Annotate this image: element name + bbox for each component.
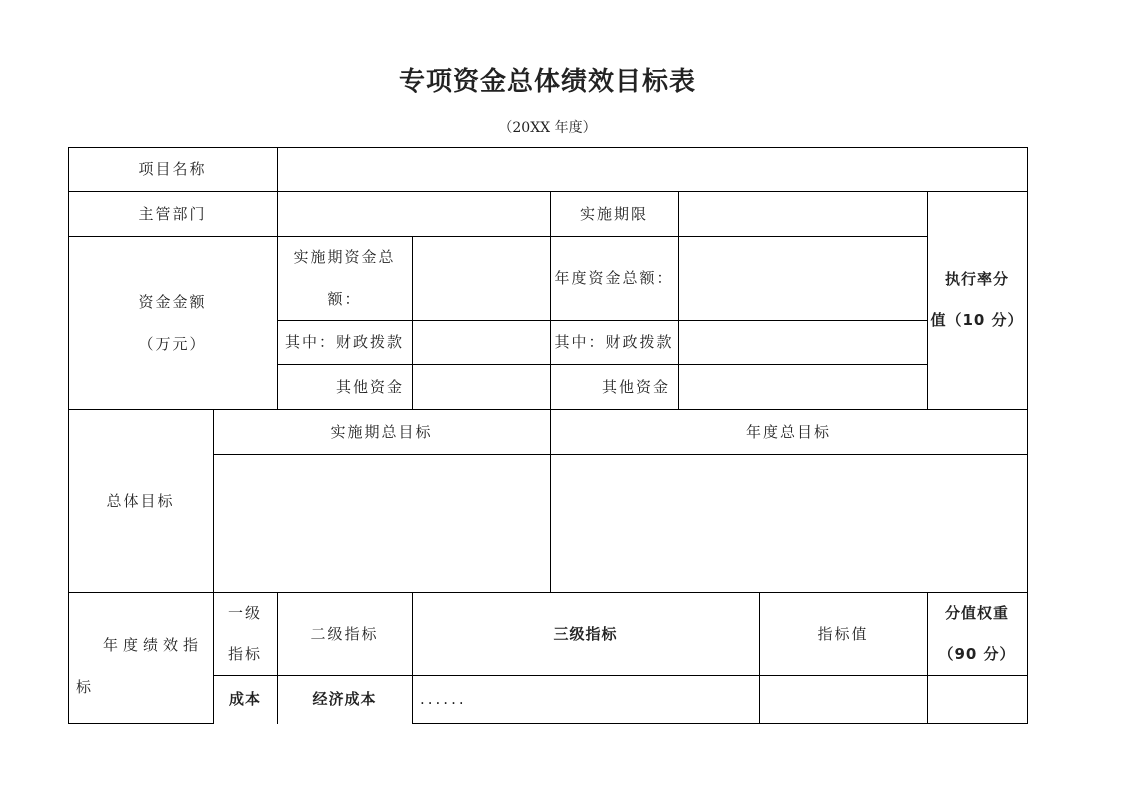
level1-line2: 指标: [227, 644, 262, 663]
fund-amount-line1: 资金金额: [138, 292, 207, 311]
period-total-label: [277, 236, 412, 320]
department-field[interactable]: [277, 191, 550, 236]
level2-header: 二级指标: [310, 624, 379, 643]
row1-level3[interactable]: ......: [420, 690, 467, 708]
department-label: 主管部门: [138, 204, 207, 223]
period-other-funds-label: 其他资金: [335, 377, 404, 396]
annual-performance-line1: 年度绩效指: [102, 636, 203, 654]
annual-other-funds-label: 其他资金: [601, 377, 670, 396]
weight-line2: （90 分）: [938, 644, 1016, 663]
annual-performance-line2: 标: [76, 678, 97, 696]
period-total-field[interactable]: [412, 236, 550, 320]
row1-level1: 成本: [228, 690, 261, 708]
row1-level2: 经济成本: [312, 690, 377, 708]
row1-indicator-value[interactable]: [759, 675, 927, 723]
annual-performance-label: [68, 592, 213, 724]
annual-fiscal-field[interactable]: [678, 320, 927, 364]
period-goal-header: 实施期总目标: [330, 422, 433, 441]
weight-line1: 分值权重: [944, 603, 1009, 622]
period-other-funds-field[interactable]: [412, 364, 550, 409]
level1-line1: 一级: [227, 603, 262, 622]
weight-header: [927, 592, 1027, 675]
period-total-line1: 实施期资金总: [293, 248, 396, 266]
project-name-label: 项目名称: [138, 160, 207, 178]
execution-rate-line1: 执行率分: [944, 270, 1009, 288]
row1-weight[interactable]: [927, 675, 1027, 723]
fund-amount-label: [68, 236, 277, 409]
annual-other-funds-field[interactable]: [678, 364, 927, 409]
level3-header: 三级指标: [553, 624, 618, 643]
annual-fiscal-label: 其中：财政拨款: [554, 333, 674, 351]
project-name-field[interactable]: [277, 147, 1027, 191]
annual-total-label: 年度资金总额：: [554, 269, 674, 287]
year-subtitle: （20XX 年度）: [498, 120, 597, 136]
fund-amount-line2: （万元）: [138, 334, 207, 353]
execution-rate-line2: 值（10 分）: [930, 311, 1024, 329]
page-title: 专项资金总体绩效目标表: [398, 67, 696, 97]
annual-goal-field[interactable]: [550, 454, 1027, 592]
indicator-value-header: 指标值: [817, 624, 869, 643]
execution-rate-score: [927, 191, 1027, 409]
level1-header: [213, 592, 277, 675]
period-field[interactable]: [678, 191, 927, 236]
period-goal-field[interactable]: [213, 454, 550, 592]
period-fiscal-field[interactable]: [412, 320, 550, 364]
annual-goal-header: 年度总目标: [745, 422, 831, 441]
period-fiscal-label: 其中：财政拨款: [284, 333, 404, 351]
annual-total-field[interactable]: [678, 236, 927, 320]
overall-goal-label: 总体目标: [106, 491, 175, 510]
period-total-line2: 额：: [327, 290, 362, 308]
period-label: 实施期限: [579, 204, 648, 223]
